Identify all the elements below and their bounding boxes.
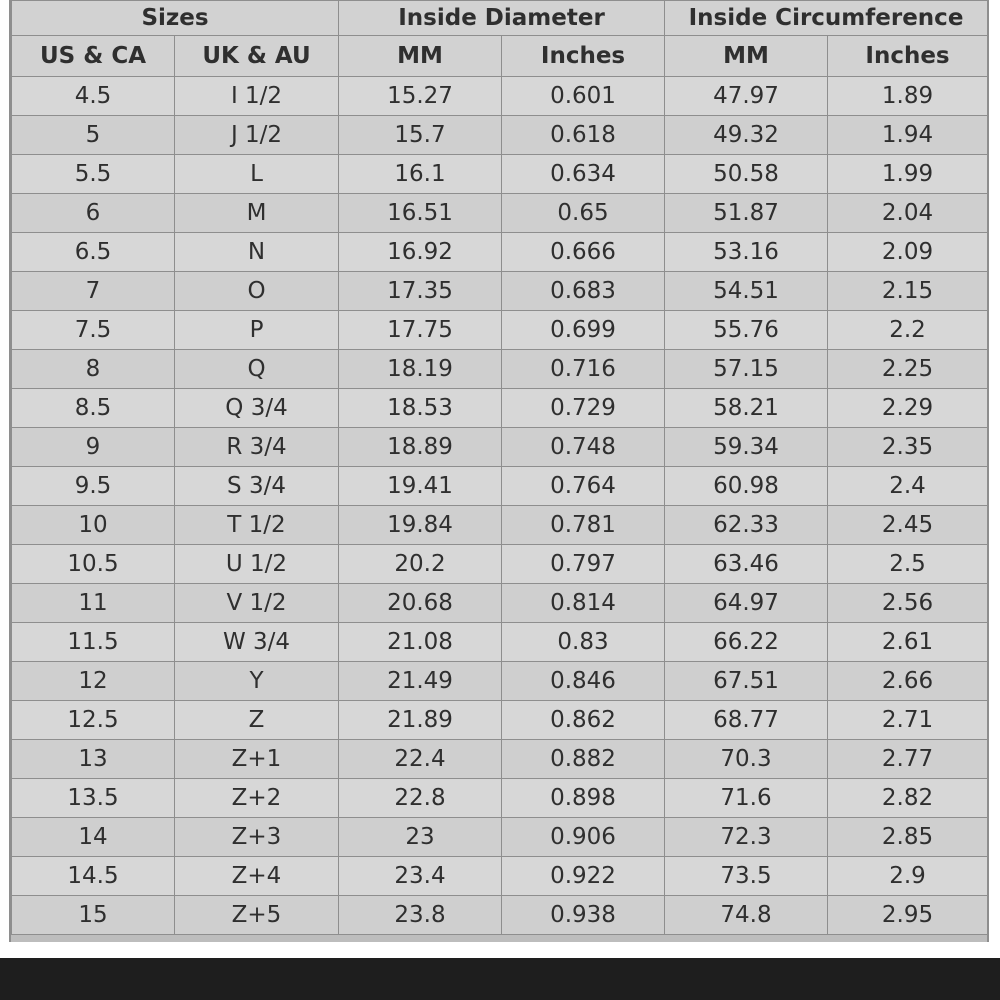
- cell-diameter-mm: 21.49: [339, 662, 502, 701]
- cell-circumference-inches: 2.95: [828, 896, 988, 935]
- bottom-bar: [0, 958, 1000, 1000]
- table-row: [12, 428, 988, 467]
- cell-circumference-inches: 2.15: [828, 272, 988, 311]
- cell-circumference-mm: 67.51: [665, 662, 828, 701]
- table-row: [12, 389, 988, 428]
- cell-uk-au-size: N: [175, 233, 339, 272]
- cell-circumference-mm: 72.3: [665, 818, 828, 857]
- cell-circumference-inches: 2.09: [828, 233, 988, 272]
- cell-us-ca-size: 8.5: [12, 389, 175, 428]
- cell-diameter-inches: 0.797: [502, 545, 665, 584]
- cell-uk-au-size: Z+1: [175, 740, 339, 779]
- col-header-diameter-mm: MM: [339, 36, 502, 77]
- table-row: [12, 194, 988, 233]
- cell-diameter-mm: 18.19: [339, 350, 502, 389]
- cell-us-ca-size: 10.5: [12, 545, 175, 584]
- col-header-us-ca: US & CA: [12, 36, 175, 77]
- group-header-row: [12, 1, 988, 36]
- cell-circumference-inches: 2.45: [828, 506, 988, 545]
- cell-circumference-mm: 47.97: [665, 77, 828, 116]
- cell-circumference-mm: 66.22: [665, 623, 828, 662]
- cell-diameter-inches: 0.65: [502, 194, 665, 233]
- cell-uk-au-size: T 1/2: [175, 506, 339, 545]
- cell-circumference-mm: 71.6: [665, 779, 828, 818]
- cell-circumference-mm: 63.46: [665, 545, 828, 584]
- table-row: [12, 857, 988, 896]
- cell-us-ca-size: 14.5: [12, 857, 175, 896]
- cell-diameter-inches: 0.938: [502, 896, 665, 935]
- table-row: [12, 233, 988, 272]
- table-row: [12, 584, 988, 623]
- inside-circumference-group-header: Inside Circumference: [665, 1, 988, 36]
- cell-diameter-inches: 0.83: [502, 623, 665, 662]
- cell-uk-au-size: P: [175, 311, 339, 350]
- cell-us-ca-size: 11.5: [12, 623, 175, 662]
- cell-diameter-inches: 0.699: [502, 311, 665, 350]
- cell-us-ca-size: 4.5: [12, 77, 175, 116]
- cell-diameter-inches: 0.898: [502, 779, 665, 818]
- cell-diameter-inches: 0.764: [502, 467, 665, 506]
- cell-circumference-inches: 1.94: [828, 116, 988, 155]
- table-row: [12, 662, 988, 701]
- cell-diameter-inches: 0.748: [502, 428, 665, 467]
- cell-circumference-inches: 2.4: [828, 467, 988, 506]
- cell-uk-au-size: Z+2: [175, 779, 339, 818]
- cell-diameter-mm: 19.84: [339, 506, 502, 545]
- table-row: [12, 467, 988, 506]
- cell-diameter-mm: 22.4: [339, 740, 502, 779]
- cell-circumference-inches: 1.99: [828, 155, 988, 194]
- cell-us-ca-size: 7: [12, 272, 175, 311]
- cell-circumference-inches: 2.9: [828, 857, 988, 896]
- table-row: [12, 116, 988, 155]
- table-row: [12, 350, 988, 389]
- cell-uk-au-size: V 1/2: [175, 584, 339, 623]
- col-header-circumference-inches: Inches: [828, 36, 988, 77]
- cell-circumference-mm: 68.77: [665, 701, 828, 740]
- cell-uk-au-size: Q: [175, 350, 339, 389]
- cell-us-ca-size: 9: [12, 428, 175, 467]
- cell-diameter-mm: 23: [339, 818, 502, 857]
- cell-uk-au-size: R 3/4: [175, 428, 339, 467]
- cell-diameter-mm: 16.92: [339, 233, 502, 272]
- cell-us-ca-size: 10: [12, 506, 175, 545]
- cell-circumference-mm: 49.32: [665, 116, 828, 155]
- cell-diameter-inches: 0.862: [502, 701, 665, 740]
- cell-uk-au-size: W 3/4: [175, 623, 339, 662]
- cell-diameter-inches: 0.634: [502, 155, 665, 194]
- cell-uk-au-size: J 1/2: [175, 116, 339, 155]
- cell-uk-au-size: S 3/4: [175, 467, 339, 506]
- cell-circumference-inches: 2.35: [828, 428, 988, 467]
- cell-us-ca-size: 5.5: [12, 155, 175, 194]
- cell-uk-au-size: L: [175, 155, 339, 194]
- cell-us-ca-size: 7.5: [12, 311, 175, 350]
- cell-us-ca-size: 6: [12, 194, 175, 233]
- col-header-uk-au: UK & AU: [175, 36, 339, 77]
- cell-diameter-inches: 0.618: [502, 116, 665, 155]
- cell-diameter-inches: 0.882: [502, 740, 665, 779]
- cell-uk-au-size: I 1/2: [175, 77, 339, 116]
- cell-us-ca-size: 13.5: [12, 779, 175, 818]
- cell-circumference-mm: 73.5: [665, 857, 828, 896]
- ring-size-chart: [9, 0, 989, 942]
- cell-diameter-mm: 18.53: [339, 389, 502, 428]
- cell-circumference-inches: 2.56: [828, 584, 988, 623]
- cell-us-ca-size: 15: [12, 896, 175, 935]
- col-header-diameter-inches: Inches: [502, 36, 665, 77]
- cell-uk-au-size: Y: [175, 662, 339, 701]
- cell-diameter-mm: 17.35: [339, 272, 502, 311]
- cell-diameter-mm: 15.27: [339, 77, 502, 116]
- table-row: [12, 311, 988, 350]
- cell-uk-au-size: O: [175, 272, 339, 311]
- cell-circumference-mm: 62.33: [665, 506, 828, 545]
- cell-uk-au-size: Q 3/4: [175, 389, 339, 428]
- table-row: [12, 896, 988, 935]
- cell-us-ca-size: 13: [12, 740, 175, 779]
- cell-diameter-mm: 16.1: [339, 155, 502, 194]
- cell-diameter-mm: 18.89: [339, 428, 502, 467]
- cell-diameter-mm: 21.89: [339, 701, 502, 740]
- cell-circumference-mm: 64.97: [665, 584, 828, 623]
- page-gap: [0, 942, 1000, 958]
- cell-circumference-inches: 2.2: [828, 311, 988, 350]
- cell-circumference-mm: 54.51: [665, 272, 828, 311]
- cell-circumference-mm: 58.21: [665, 389, 828, 428]
- ring-size-table: [11, 0, 988, 935]
- cell-circumference-mm: 59.34: [665, 428, 828, 467]
- cell-circumference-inches: 2.61: [828, 623, 988, 662]
- cell-circumference-mm: 74.8: [665, 896, 828, 935]
- table-row: [12, 545, 988, 584]
- table-row: [12, 506, 988, 545]
- cell-uk-au-size: Z+5: [175, 896, 339, 935]
- table-row: [12, 77, 988, 116]
- cell-diameter-mm: 21.08: [339, 623, 502, 662]
- cell-diameter-inches: 0.922: [502, 857, 665, 896]
- table-row: [12, 740, 988, 779]
- cell-circumference-mm: 51.87: [665, 194, 828, 233]
- cell-circumference-mm: 50.58: [665, 155, 828, 194]
- cell-us-ca-size: 5: [12, 116, 175, 155]
- cell-us-ca-size: 12: [12, 662, 175, 701]
- cell-diameter-inches: 0.729: [502, 389, 665, 428]
- table-row: [12, 155, 988, 194]
- cell-diameter-mm: 17.75: [339, 311, 502, 350]
- table-row: [12, 818, 988, 857]
- column-header-row: [12, 36, 988, 77]
- cell-circumference-mm: 53.16: [665, 233, 828, 272]
- cell-diameter-inches: 0.781: [502, 506, 665, 545]
- cell-diameter-inches: 0.906: [502, 818, 665, 857]
- cell-diameter-mm: 20.2: [339, 545, 502, 584]
- cell-uk-au-size: Z+4: [175, 857, 339, 896]
- table-row: [12, 701, 988, 740]
- cell-circumference-inches: 2.25: [828, 350, 988, 389]
- cell-diameter-inches: 0.716: [502, 350, 665, 389]
- cell-us-ca-size: 12.5: [12, 701, 175, 740]
- cell-circumference-mm: 55.76: [665, 311, 828, 350]
- cell-uk-au-size: M: [175, 194, 339, 233]
- sizes-group-header: Sizes: [12, 1, 339, 36]
- cell-circumference-mm: 57.15: [665, 350, 828, 389]
- cell-circumference-inches: 2.85: [828, 818, 988, 857]
- cell-diameter-mm: 19.41: [339, 467, 502, 506]
- cell-uk-au-size: Z: [175, 701, 339, 740]
- cell-us-ca-size: 8: [12, 350, 175, 389]
- cell-circumference-inches: 2.5: [828, 545, 988, 584]
- cell-circumference-inches: 2.04: [828, 194, 988, 233]
- cell-us-ca-size: 14: [12, 818, 175, 857]
- cell-circumference-mm: 70.3: [665, 740, 828, 779]
- cell-diameter-inches: 0.601: [502, 77, 665, 116]
- cell-circumference-mm: 60.98: [665, 467, 828, 506]
- cell-circumference-inches: 1.89: [828, 77, 988, 116]
- table-body: [12, 77, 988, 935]
- cell-us-ca-size: 6.5: [12, 233, 175, 272]
- cell-diameter-mm: 23.8: [339, 896, 502, 935]
- cell-diameter-inches: 0.683: [502, 272, 665, 311]
- cell-circumference-inches: 2.77: [828, 740, 988, 779]
- cell-circumference-inches: 2.29: [828, 389, 988, 428]
- table-row: [12, 779, 988, 818]
- cell-diameter-mm: 22.8: [339, 779, 502, 818]
- cell-circumference-inches: 2.82: [828, 779, 988, 818]
- cell-diameter-mm: 23.4: [339, 857, 502, 896]
- cell-diameter-mm: 20.68: [339, 584, 502, 623]
- cell-diameter-inches: 0.846: [502, 662, 665, 701]
- cell-diameter-mm: 16.51: [339, 194, 502, 233]
- cell-diameter-inches: 0.814: [502, 584, 665, 623]
- table-row: [12, 272, 988, 311]
- cell-uk-au-size: U 1/2: [175, 545, 339, 584]
- cell-diameter-mm: 15.7: [339, 116, 502, 155]
- cell-circumference-inches: 2.66: [828, 662, 988, 701]
- cell-us-ca-size: 9.5: [12, 467, 175, 506]
- cell-diameter-inches: 0.666: [502, 233, 665, 272]
- table-row: [12, 623, 988, 662]
- inside-diameter-group-header: Inside Diameter: [339, 1, 665, 36]
- cell-circumference-inches: 2.71: [828, 701, 988, 740]
- col-header-circumference-mm: MM: [665, 36, 828, 77]
- cell-us-ca-size: 11: [12, 584, 175, 623]
- cell-uk-au-size: Z+3: [175, 818, 339, 857]
